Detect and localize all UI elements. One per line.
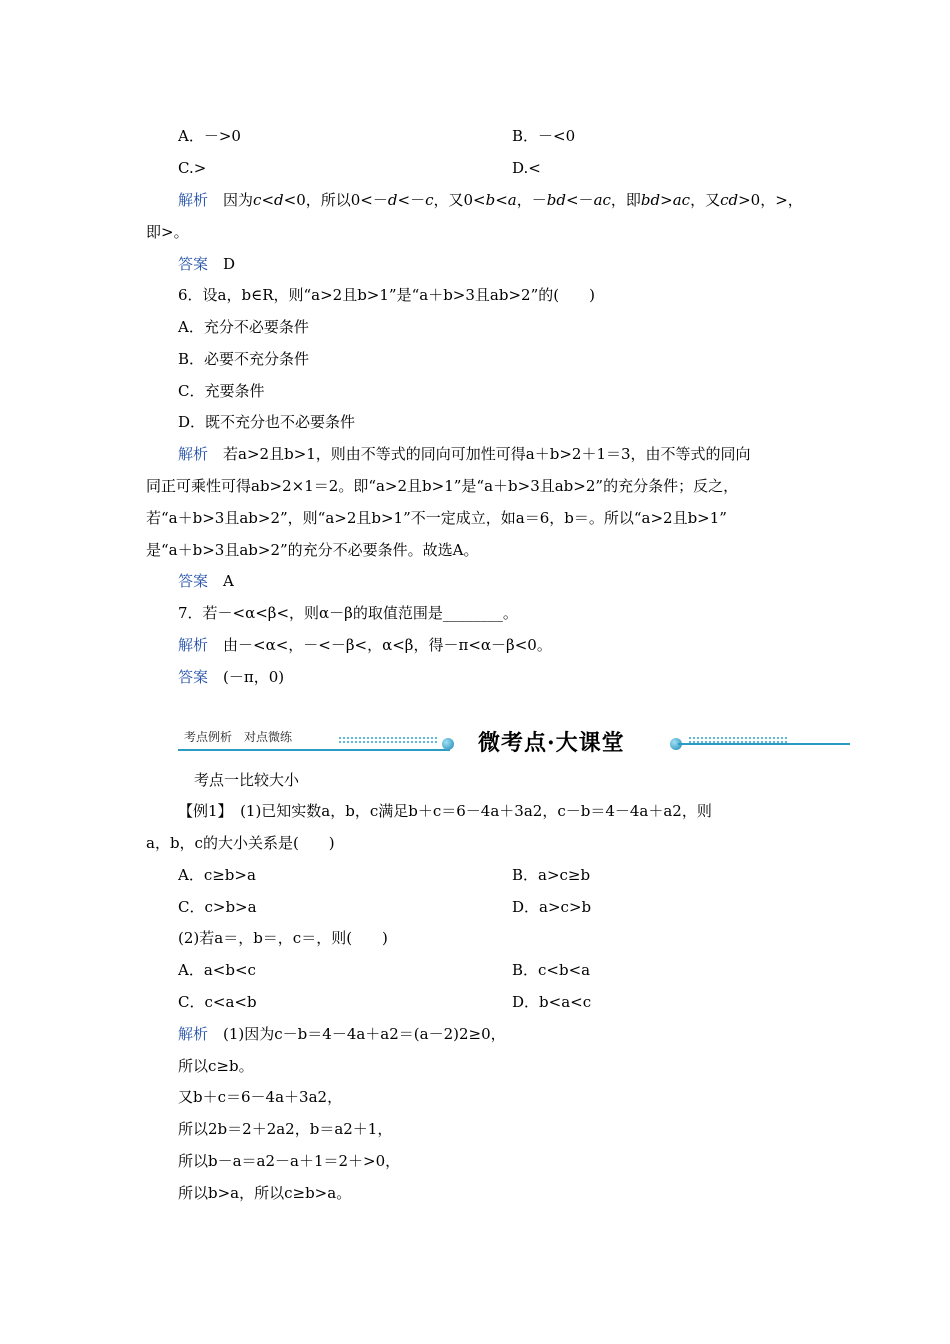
ex1-solution-line-3: 又b＋c＝6－4a＋3a2， bbox=[178, 1088, 343, 1106]
ex1-p1-option-d: D．a>c>b bbox=[512, 898, 592, 916]
ex1-p1-option-b: B．a>c≥b bbox=[512, 866, 591, 884]
ex1-solution-line-2: 所以c≥b。 bbox=[178, 1057, 254, 1075]
ex1-p1-option-c: C．c>b>a bbox=[178, 898, 257, 916]
banner-rule-right bbox=[678, 743, 850, 745]
q6-analysis-line-4: 是“a＋b>3且ab>2”的充分不必要条件。故选A。 bbox=[146, 541, 479, 559]
q6-answer-label: 答案 bbox=[178, 572, 209, 590]
ex1-solution-line-5: 所以b－a＝a2－a＋1＝2＋>0， bbox=[178, 1152, 401, 1170]
ex1-p2-stem: (2)若a＝，b＝，c＝，则( ) bbox=[178, 929, 388, 947]
q6-analysis-line-3: 若“a＋b>3且ab>2”，则“a>2且b>1”不一定成立，如a＝6，b＝。所以“a>2且b>1” bbox=[146, 509, 727, 527]
q6-stem: 6．设a，b∈R，则“a>2且b>1”是“a＋b>3且ab>2”的( ) bbox=[178, 286, 595, 304]
q6-option-b: B．必要不充分条件 bbox=[178, 350, 310, 368]
topic-title: 考点一比较大小 bbox=[194, 771, 300, 789]
q6-option-d: D．既不充分也不必要条件 bbox=[178, 413, 356, 431]
q5-answer bbox=[178, 254, 235, 274]
q6-analysis-line-2: 同正可乘性可得ab>2×1＝2。即“a>2且b>1”是“a＋b>3且ab>2”的充分条件；反之， bbox=[146, 477, 739, 495]
ex1-tag: 【例1】 bbox=[178, 802, 226, 820]
q6-option-c: C．充要条件 bbox=[178, 382, 265, 400]
q6-analysis-line-1: 解析 若a>2且b>1，则由不等式的同向可加性可得a＋b>2＋1＝3，由不等式的同向 bbox=[178, 445, 751, 463]
ex1-p1-option-a: A．c≥b>a bbox=[178, 866, 256, 884]
ex1-analysis-label: 解析 bbox=[178, 1025, 209, 1043]
banner-dots-left bbox=[338, 736, 438, 743]
q6-answer bbox=[178, 571, 234, 591]
q5-analysis-cont: 即>。 bbox=[146, 223, 189, 241]
q7-analysis-label: 解析 bbox=[178, 636, 209, 654]
q5-option-c: C.> bbox=[178, 159, 207, 177]
q5-option-d: D.< bbox=[512, 159, 541, 177]
q5-answer-label: 答案 bbox=[178, 255, 209, 273]
q7-analysis: 解析 由－<α<，－<－β<，α<β，得－π<α－β<0。 bbox=[178, 636, 552, 654]
ex1-p2-option-a: A．a<b<c bbox=[178, 961, 256, 979]
ex1-p2-option-c: C．c<a<b bbox=[178, 993, 257, 1011]
banner-dots-right bbox=[688, 736, 788, 743]
section-banner bbox=[178, 722, 850, 760]
banner-title: 微考点·大课堂 bbox=[478, 730, 625, 756]
q7-answer-value: (－π，0) bbox=[223, 668, 285, 686]
ex1-p2-option-b: B．c<b<a bbox=[512, 961, 591, 979]
q5-analysis-label: 解析 bbox=[178, 191, 209, 209]
ex1-p2-option-d: D．b<a<c bbox=[512, 993, 592, 1011]
ex1-solution-line-1: 解析 (1)因为c－b＝4－4a＋a2＝(a－2)2≥0， bbox=[178, 1025, 506, 1043]
q6-option-a: A．充分不必要条件 bbox=[178, 318, 309, 336]
ex1-stem-line-2: a，b，c的大小关系是( ) bbox=[146, 834, 335, 852]
q6-analysis-label: 解析 bbox=[178, 445, 209, 463]
banner-subtitle: 考点例析 对点微练 bbox=[184, 730, 293, 744]
ex1-solution-line-4: 所以2b＝2＋2a2，b＝a2＋1， bbox=[178, 1120, 393, 1138]
ex1-solution-line-6: 所以b>a，所以c≥b>a。 bbox=[178, 1184, 352, 1202]
q7-answer-label: 答案 bbox=[178, 668, 209, 686]
banner-rule-left bbox=[178, 749, 450, 751]
banner-ball-left-icon bbox=[442, 738, 454, 750]
q7-stem: 7．若－<α<β<，则α－β的取值范围是________。 bbox=[178, 604, 518, 622]
q5-option-b: B．－<0 bbox=[512, 127, 576, 145]
q6-answer-value: A bbox=[223, 572, 234, 590]
q5-option-a: A．－>0 bbox=[178, 127, 241, 145]
ex1-stem-line-1: 【例1】 (1)已知实数a，b，c满足b＋c＝6－4a＋3a2，c－b＝4－4a＋a2，则 bbox=[178, 802, 712, 820]
q7-answer bbox=[178, 667, 284, 687]
q5-answer-value: D bbox=[223, 255, 236, 273]
q5-analysis: 解析 因为c<d<0，所以0<－d<－c，又0<b<a，－bd<－ac，即bd>ac，又cd>0，>， bbox=[178, 191, 803, 209]
